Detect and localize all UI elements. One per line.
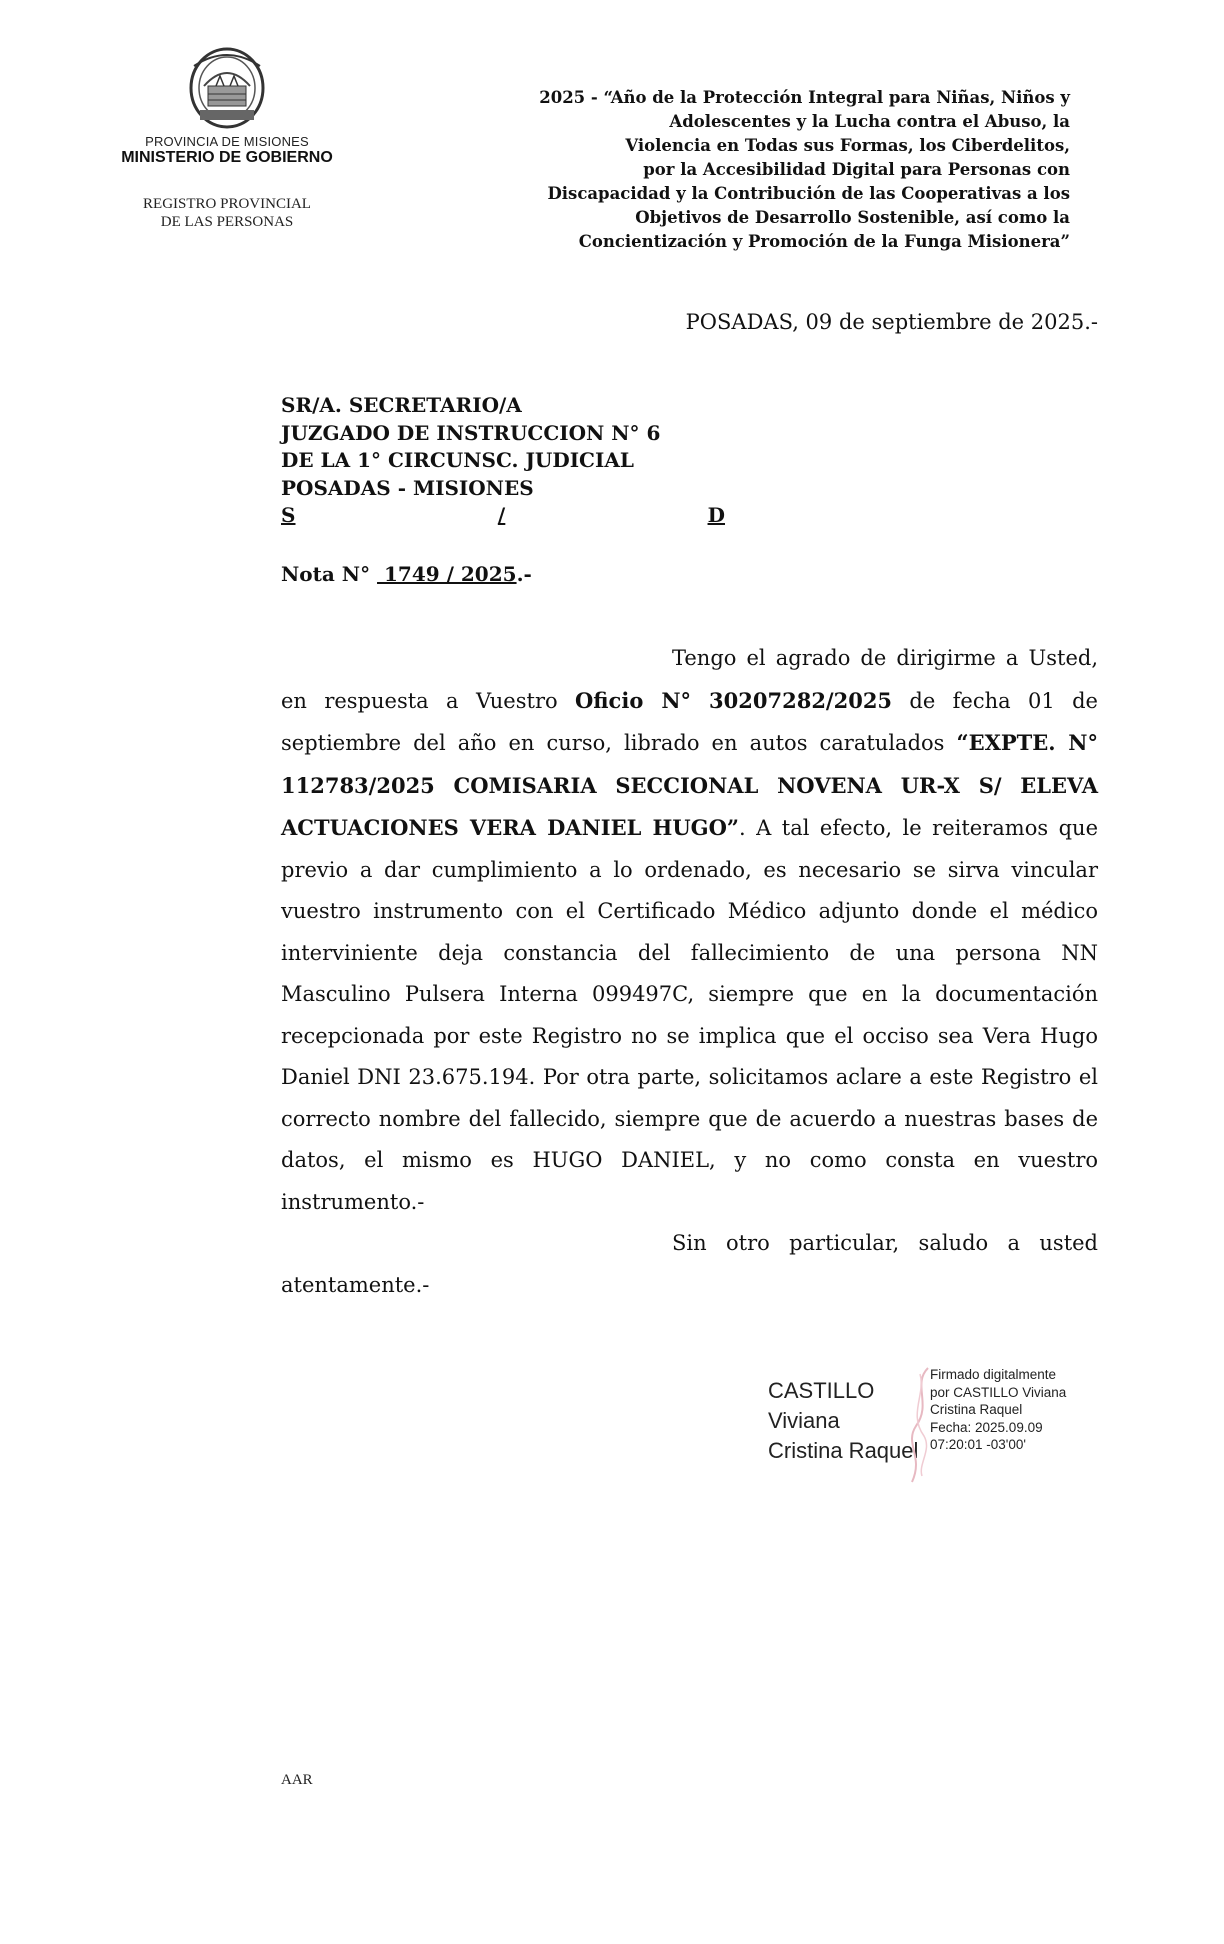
motto-line: 2025 - “Año de la Protección Integral para Niñas, Niños y — [539, 88, 1070, 107]
recipient-line: POSADAS - MISIONES — [281, 475, 534, 500]
ministry-label: MINISTERIO DE GOBIERNO — [121, 149, 333, 166]
sd-mid: / — [497, 503, 506, 527]
digital-signature — [768, 1364, 1108, 1484]
motto-line: Adolescentes y la Lucha contra el Abuso, la — [669, 112, 1070, 131]
signer-name-line: Cristina Raquel — [768, 1438, 919, 1463]
body-text-segment: Tengo el agrado de dirigirme a Usted, en respuesta a Vuestro — [281, 646, 1098, 713]
note-suffix: .- — [516, 562, 532, 586]
motto-line: Objetivos de Desarrollo Sostenible, así como la — [635, 208, 1070, 227]
header-logo-block — [112, 46, 342, 231]
letter-body — [281, 638, 1098, 1306]
registry-label — [112, 195, 342, 231]
note-number-value: 1749 / 2025 — [377, 562, 517, 586]
sd-left: S — [281, 503, 296, 527]
signer-name-line: CASTILLO — [768, 1378, 875, 1403]
closing-paragraph: Sin otro particular, saludo a usted atentamente.- — [281, 1231, 1098, 1297]
signer-name-line: Viviana — [768, 1408, 840, 1433]
motto-line: Violencia en Todas sus Formas, los Ciberdelitos, — [625, 136, 1070, 155]
signature-info-line: Firmado digitalmente — [930, 1367, 1057, 1382]
signer-name — [768, 1376, 918, 1466]
sd-line — [281, 502, 725, 530]
date-line: POSADAS, 09 de septiembre de 2025.- — [685, 310, 1098, 334]
signature-info-line: Cristina Raquel — [930, 1402, 1023, 1417]
recipient-block — [281, 392, 731, 530]
province-label: PROVINCIA DE MISIONES — [145, 134, 309, 149]
note-number — [281, 560, 532, 588]
motto-line: Discapacidad y la Contribución de las Cooperativas a los — [547, 184, 1070, 203]
year-motto — [420, 86, 1070, 254]
note-label: Nota N° — [281, 562, 371, 586]
motto-line: Concientización y Promoción de la Funga Misionera” — [578, 232, 1070, 251]
signature-info-line: 07:20:01 -03'00' — [930, 1437, 1026, 1452]
province-seal-icon — [186, 46, 268, 130]
author-initials: AAR — [281, 1772, 313, 1788]
signature-info — [930, 1366, 1066, 1454]
recipient-line: JUZGADO DE INSTRUCCION N° 6 — [281, 420, 661, 445]
oficio-reference: Oficio N° 30207282/2025 — [575, 687, 893, 713]
body-text-segment: de fecha 01 de septiembre del año en curso, librado en autos caratulados — [281, 688, 1098, 755]
case-reference: “EXPTE. N° 112783/2025 COMISARIA SECCIONAL NOVENA UR-X S/ ELEVA ACTUACIONES VERA DANIEL HUGO” — [281, 730, 1099, 840]
sd-right: D — [707, 503, 725, 527]
body-text-segment: . A tal efecto, le reiteramos que previo a dar cumplimiento a lo ordenado, es necesario se sirva vincular vuestro instrumento con el Certificado Médico adjunto donde el médico interviniente deja constancia del fallecimiento de una persona NN Masculino Pulsera Interna 099497C, siempre que en la documentación recepcionada por este Registro no se implica que el occiso sea Vera Hugo Daniel DNI 23.675.194. Por otra parte, solicitamos aclare a este Registro el correcto nombre del fallecido, siempre que de acuerdo a nuestras bases de datos, el mismo es HUGO DANIEL, y no como consta en vuestro instrumento.- — [281, 816, 1098, 1214]
signature-info-line: por CASTILLO Viviana — [930, 1384, 1067, 1400]
motto-line: por la Accesibilidad Digital para Personas con — [643, 160, 1070, 179]
recipient-line: DE LA 1° CIRCUNSC. JUDICIAL — [281, 448, 634, 472]
registry-line-2: DE LAS PERSONAS — [160, 214, 294, 230]
recipient-line: SR/A. SECRETARIO/A — [281, 393, 522, 417]
body-paragraph — [281, 638, 1098, 1223]
signature-info-line: Fecha: 2025.09.09 — [930, 1419, 1043, 1435]
registry-line-1: REGISTRO PROVINCIAL — [143, 196, 311, 212]
